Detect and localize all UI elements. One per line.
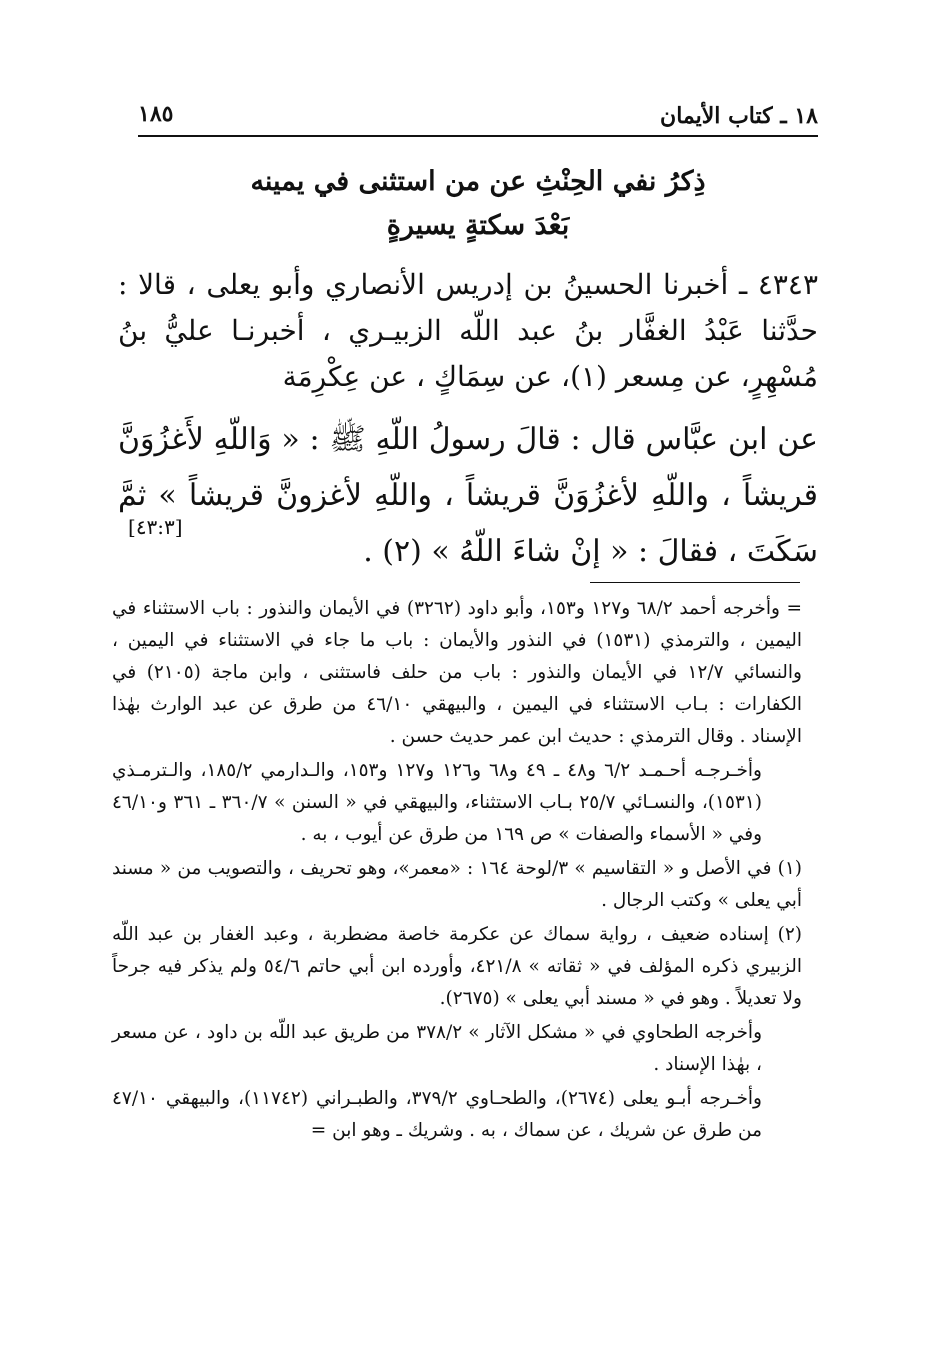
- footnotes: [112, 593, 802, 1149]
- running-head: ١٨ ـ كتاب الأيمان: [660, 103, 818, 129]
- footnote-rule: [590, 582, 800, 583]
- hadith-block: [118, 262, 818, 580]
- chapter-title-line-1: ذِكرُ نفي الحِنْثِ عن من استثنى في يمينه: [250, 166, 706, 197]
- hadith-isnad: ٤٣٤٣ ـ أخبرنا الحسينُ بن إدريس الأنصاري وأبو يعلى ، قالا : حدَّثنا عَبْدُ الغفَّار بنُ عبد اللّه الزبيـري ، أخبرنـا عليُّ بنُ مُسْهِرٍ، عن مِسعر (١)، عن سِمَاكٍ ، عن عِكْرِمَة: [118, 268, 818, 393]
- footnote-continuation-1: = وأخرجه أحمد ٦٨/٢ و١٢٧ و١٥٣، وأبو داود (٣٢٦٢) في الأيمان والنذور : باب الاستثناء في اليمين ، والترمذي (١٥٣١) في النذور والأيمان : باب ما جاء في الاستثناء في اليمين ، والنسائي ١٢/٧ في الأيمان والنذور : باب من حلف فاستثنى ، وابن ماجة (٢١٠٥) في الكفارات : بـاب الاستثناء في اليمين ، والبيهقي ٤٦/١٠ من طرق عن عبد الوارث بهٰذا الإسناد . وقال الترمذي : حديث ابن عمر حديث حسن .: [112, 598, 803, 747]
- chapter-title: [138, 160, 818, 248]
- chapter-title-line-2: بَعْدَ سكتةٍ يسيرةٍ: [386, 210, 570, 241]
- page-header: [138, 95, 818, 135]
- footnote-2-extra-1: وأخرجه الطحاوي في « مشكل الآثار » ٣٧٨/٢ من طريق عبد اللّه بن داود ، عن مسعر ، بهٰذا الإسناد .: [112, 1022, 762, 1075]
- footnote-2-text: إسناده ضعيف ، رواية سماك عن عكرمة خاصة مضطربة ، وعبد الغفار بن عبد اللّه الزبيري ذكره المؤلف في « ثقاته » ٤٢١/٨، وأورده ابن أبي حاتم ٥٤/٦ ولم يذكر فيه جرحاً ولا تعديلاً . وهو في « مسند أبي يعلى » (٢٦٧٥).: [112, 924, 802, 1009]
- footnote-2: [112, 919, 802, 1015]
- hadith-reference: [٤٣:٣]: [128, 515, 183, 539]
- page-number: ١٨٥: [138, 101, 174, 127]
- footnote-1-marker: (١): [777, 858, 803, 879]
- footnote-1: [112, 853, 802, 917]
- header-rule: [138, 135, 818, 137]
- footnote-2-marker: (٢): [777, 924, 802, 945]
- footnote-1-text: في الأصل و « التقاسيم » ٣/لوحة ١٦٤ : «معمر»، وهو تحريف ، والتصويب من « مسند أبي يعلى » وكتب الرجال .: [112, 858, 802, 911]
- footnote-continuation-2: وأخـرجـه أحـمـد ٦/٢ و٤٨ ـ ٤٩ و٦٨ و١٢٦ و١٢٧ و١٥٣، والـدارمي ١٨٥/٢، والـترمـذي (١٥٣١)، والنسـائي ٢٥/٧ بـاب الاستثناء، والبيهقي في « السنن » ٣٦٠/٧ ـ ٣٦١ و٤٦/١٠ وفي « الأسماء والصفات » ص ١٦٩ من طرق عن أيوب ، به .: [112, 760, 762, 845]
- footnote-2-extra-2: وأخـرجه أبـو يعلى (٢٦٧٤)، والطحـاوي ٣٧٩/٢، والطبـراني (١١٧٤٢)، والبيهقي ٤٧/١٠ من طرق عن شريك ، عن سماك ، به . وشريك ـ وهو ابن =: [112, 1088, 762, 1141]
- hadith-matn: عن ابن عبَّاس قال : قالَ رسولُ اللّهِ ﷺ : « وَاللّهِ لأَغزُوَنَّ قريشاً ، واللّهِ لأغزُوَنَّ قريشاً ، واللّهِ لأغزونَّ قريشاً » ثمَّ سَكَتَ ، فقالَ : « إنْ شاءَ اللّهُ » (٢) .: [118, 422, 818, 569]
